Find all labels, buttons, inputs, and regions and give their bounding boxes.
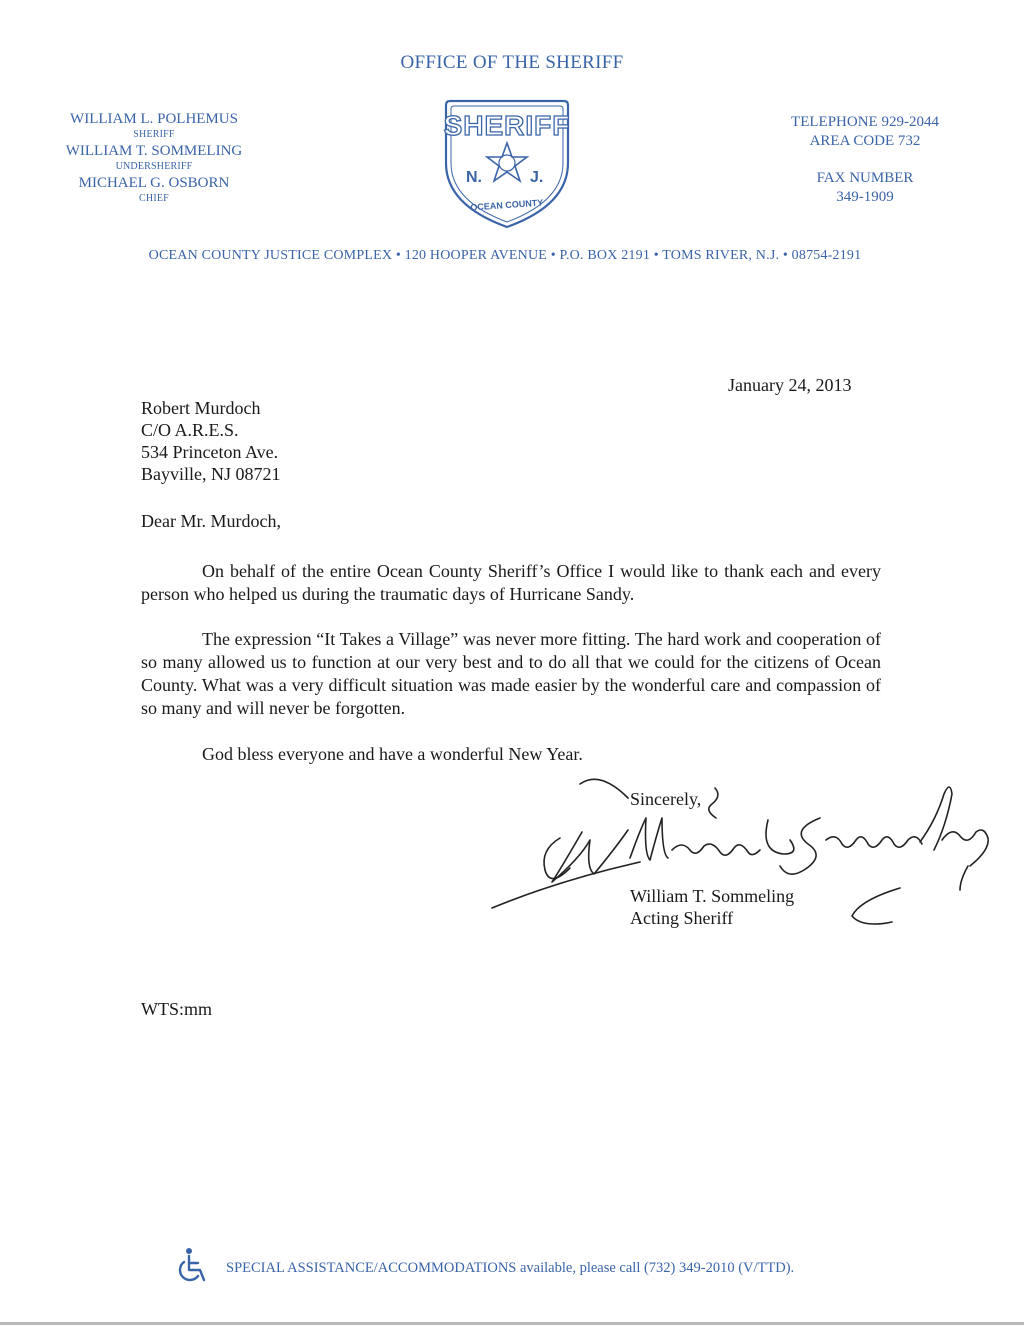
area-code: AREA CODE 732 [809,133,921,149]
officer-title: SHERIFF [133,129,175,140]
office-address: OCEAN COUNTY JUSTICE COMPLEX • 120 HOOPER AVENUE • P.O. BOX 2191 • TOMS RIVER, N.J. • 08754-2191 [148,248,862,263]
page-edge-divider [0,1322,1024,1325]
officer-title: CHIEF [139,193,169,204]
signer-title: Acting Sheriff [630,908,734,928]
badge-bottom-text: OCEAN COUNTY [470,197,544,213]
recipient-line: Robert Murdoch [141,398,261,418]
telephone-number: TELEPHONE 929-2044 [791,114,939,130]
recipient-line: Bayville, NJ 08721 [141,464,281,484]
closing: Sincerely, [630,789,702,809]
fax-label: FAX NUMBER [816,170,914,186]
typist-initials: WTS:mm [141,999,212,1019]
badge-left-text: N. [466,169,482,186]
accommodation-notice: SPECIAL ASSISTANCE/ACCOMMODATIONS available, please call (732) 349-2010 (V/TTD). [226,1260,795,1276]
recipient-line: 534 Princeton Ave. [141,442,279,462]
wheelchair-accessibility-icon [174,1246,212,1284]
officer-name: MICHAEL G. OSBORN [78,175,230,191]
signature-block [630,885,794,929]
recipient-line: C/O A.R.E.S. [141,420,239,440]
fax-number: 349-1909 [836,189,894,205]
recipient-address [141,397,281,485]
letter-date: January 24, 2013 [728,375,852,395]
signer-name: William T. Sommeling [630,886,795,906]
body-paragraph: God bless everyone and have a wonderful New Year. [202,744,583,764]
badge-right-text: J. [530,169,544,186]
body-paragraph: On behalf of the entire Ocean County Sheriff’s Office I would like to thank each and every person who helped us during the traumatic days of Hurricane Sandy. [141,561,881,604]
officer-title: UNDERSHERIFF [115,161,193,172]
contact-block [780,113,950,207]
sheriff-badge-icon [432,93,582,233]
officer-name: WILLIAM T. SOMMELING [65,143,243,159]
salutation: Dear Mr. Murdoch, [141,511,281,531]
badge-top-text: SHERIFF [443,110,571,141]
body-paragraph: The expression “It Takes a Village” was never more fitting. The hard work and cooperation of so many allowed us to function at our very best and to do all that we could for the citizens of Ocean County. What was a very difficult situation was made easier by the wonderful care and compassion of so many and will never be forgotten. [141,629,881,718]
officer-name: WILLIAM L. POLHEMUS [70,111,238,127]
office-title: OFFICE OF THE SHERIFF [400,52,624,73]
officers-block [40,110,268,208]
